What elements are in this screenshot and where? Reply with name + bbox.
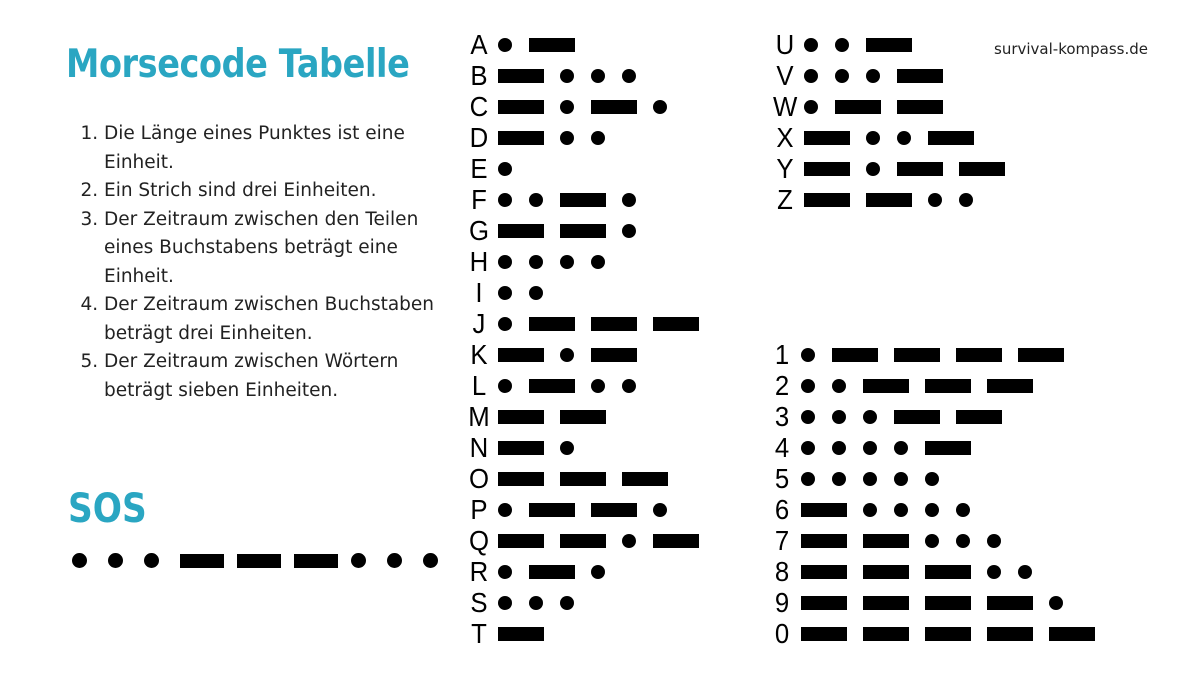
morse-code	[498, 215, 653, 246]
morse-dash	[591, 348, 637, 362]
morse-dot	[560, 348, 574, 362]
morse-row-3	[769, 401, 1018, 432]
morse-row-q	[466, 525, 715, 556]
morse-dot	[925, 472, 939, 486]
morse-dot	[498, 255, 512, 269]
morse-dot	[832, 410, 846, 424]
morse-char: I	[475, 277, 483, 308]
morse-dot	[560, 255, 574, 269]
morse-dot	[622, 534, 636, 548]
morse-char: R	[469, 556, 489, 587]
morse-row-8	[769, 556, 1049, 587]
morse-dash	[529, 503, 575, 517]
morse-row-0	[769, 618, 1111, 649]
morse-row-z	[772, 184, 990, 215]
morse-dash	[237, 554, 281, 568]
morse-dot	[1018, 565, 1032, 579]
morse-dash	[925, 441, 971, 455]
morse-dash	[591, 503, 637, 517]
morse-char: 0	[774, 618, 790, 649]
morse-dot	[801, 472, 815, 486]
morse-dash	[863, 379, 909, 393]
morse-dot	[498, 38, 512, 52]
morse-dot	[560, 441, 574, 455]
morse-char: 5	[774, 463, 790, 494]
morse-dot	[832, 472, 846, 486]
morse-dot	[423, 553, 438, 568]
morse-code	[801, 556, 1049, 587]
morse-code	[498, 401, 622, 432]
morse-dot	[894, 503, 908, 517]
morse-dot	[959, 193, 973, 207]
morse-dash	[804, 162, 850, 176]
morse-row-f	[466, 184, 653, 215]
morse-dot	[108, 553, 123, 568]
morse-dash	[863, 565, 909, 579]
morse-dot	[832, 441, 846, 455]
morse-row-r	[466, 556, 622, 587]
morse-dash	[560, 193, 606, 207]
morse-dot	[622, 224, 636, 238]
morse-char: N	[469, 432, 489, 463]
morse-dot	[866, 162, 880, 176]
morse-dot	[144, 553, 159, 568]
morse-code	[804, 29, 928, 60]
morse-dot	[498, 193, 512, 207]
morse-code	[801, 339, 1080, 370]
morse-code	[498, 556, 622, 587]
morse-dot	[653, 503, 667, 517]
morse-code	[498, 277, 560, 308]
morse-dot	[894, 441, 908, 455]
morse-code	[498, 153, 529, 184]
morse-dot	[863, 472, 877, 486]
morse-char: G	[468, 215, 490, 246]
morse-dash	[987, 379, 1033, 393]
morse-dash	[863, 627, 909, 641]
morse-dash	[897, 100, 943, 114]
morse-char: 3	[774, 401, 790, 432]
morse-dash	[863, 534, 909, 548]
morse-dash	[560, 534, 606, 548]
morse-dot	[863, 503, 877, 517]
morse-char: 6	[774, 494, 790, 525]
morse-dash	[591, 317, 637, 331]
morse-dot	[498, 317, 512, 331]
morse-dash	[866, 193, 912, 207]
morse-dot	[956, 534, 970, 548]
morse-row-j	[466, 308, 715, 339]
morse-dot	[866, 131, 880, 145]
morse-dot	[622, 193, 636, 207]
morse-code	[801, 370, 1049, 401]
morse-code	[498, 29, 591, 60]
morse-code	[801, 587, 1080, 618]
morse-row-i	[466, 277, 560, 308]
morse-dot	[801, 441, 815, 455]
morse-row-5	[769, 463, 956, 494]
morse-dot	[622, 69, 636, 83]
morse-dot	[529, 596, 543, 610]
morse-char: 9	[774, 587, 790, 618]
morse-dot	[925, 503, 939, 517]
morse-row-n	[466, 432, 591, 463]
morse-dash	[801, 627, 847, 641]
morse-dot	[987, 565, 1001, 579]
morse-dash	[925, 627, 971, 641]
morse-row-1	[769, 339, 1080, 370]
morse-dot	[591, 131, 605, 145]
morse-dash	[987, 596, 1033, 610]
morse-code	[498, 525, 715, 556]
morse-dot	[529, 193, 543, 207]
morse-row-9	[769, 587, 1080, 618]
morse-dot	[832, 379, 846, 393]
morse-code	[498, 339, 653, 370]
morse-row-k	[466, 339, 653, 370]
morse-char: J	[472, 308, 486, 339]
morse-dash	[835, 100, 881, 114]
morse-row-6	[769, 494, 987, 525]
morse-code	[498, 60, 653, 91]
morse-dash	[560, 410, 606, 424]
morse-dash	[804, 131, 850, 145]
morse-row-h	[466, 246, 622, 277]
morse-char: Q	[468, 525, 490, 556]
morse-dash	[863, 596, 909, 610]
morse-code	[498, 308, 715, 339]
morse-char: X	[776, 122, 794, 153]
morse-dash	[925, 596, 971, 610]
morse-dash	[1049, 627, 1095, 641]
morse-code	[498, 618, 560, 649]
morse-dot	[894, 472, 908, 486]
morse-row-t	[466, 618, 560, 649]
morse-dot	[498, 162, 512, 176]
morse-row-w	[772, 91, 959, 122]
morse-code	[498, 494, 684, 525]
morse-char: Y	[776, 153, 794, 184]
morse-char: 7	[774, 525, 790, 556]
morse-char: C	[469, 91, 489, 122]
morse-dot	[591, 379, 605, 393]
morse-dash	[801, 534, 847, 548]
morse-row-4	[769, 432, 987, 463]
morse-row-g	[466, 215, 653, 246]
page-title: Morsecode Tabelle	[66, 42, 410, 87]
morse-dash	[897, 69, 943, 83]
morse-char: U	[775, 29, 795, 60]
morse-code	[801, 463, 956, 494]
morse-code	[498, 184, 653, 215]
morse-code	[801, 432, 987, 463]
morse-dot	[560, 100, 574, 114]
morse-dash	[894, 348, 940, 362]
morse-row-7	[769, 525, 1018, 556]
morse-dot	[529, 286, 543, 300]
morse-dot	[498, 596, 512, 610]
morse-dot	[987, 534, 1001, 548]
morse-code	[804, 60, 959, 91]
morse-code	[498, 587, 591, 618]
morse-char: E	[470, 153, 488, 184]
morse-dash	[801, 503, 847, 517]
morse-row-p	[466, 494, 684, 525]
morse-dash	[804, 193, 850, 207]
rule-item: 3. Der Zeitraum zwischen den Teilen eines Buchstabens beträgt eine Einheit.	[104, 206, 464, 292]
morse-row-y	[772, 153, 1021, 184]
morse-char: P	[470, 494, 488, 525]
morse-code	[498, 91, 684, 122]
morse-dot	[72, 553, 87, 568]
morse-row-l	[466, 370, 653, 401]
morse-row-u	[772, 29, 928, 60]
morse-dot	[653, 100, 667, 114]
morse-code	[801, 525, 1018, 556]
morse-dash	[866, 38, 912, 52]
morse-dash	[653, 317, 699, 331]
morse-dot	[560, 131, 574, 145]
morse-dot	[560, 596, 574, 610]
morse-char: K	[470, 339, 488, 370]
morse-code	[804, 91, 959, 122]
morse-dash	[801, 596, 847, 610]
morse-dash	[959, 162, 1005, 176]
morse-dot	[591, 565, 605, 579]
morse-dash	[529, 565, 575, 579]
morse-char: M	[468, 401, 490, 432]
morse-char: O	[468, 463, 490, 494]
morse-row-x	[772, 122, 990, 153]
morse-dot	[804, 69, 818, 83]
morse-dot	[863, 410, 877, 424]
rules-list	[80, 120, 464, 405]
morse-dash	[180, 554, 224, 568]
morse-dot	[866, 69, 880, 83]
morse-dot	[835, 69, 849, 83]
site-url: survival-kompass.de	[994, 40, 1148, 58]
morse-dot	[498, 286, 512, 300]
rule-item: 4. Der Zeitraum zwischen Buchstaben beträgt drei Einheiten.	[104, 291, 464, 348]
morse-dot	[835, 38, 849, 52]
morse-dash	[498, 534, 544, 548]
morse-dot	[956, 503, 970, 517]
morse-code	[498, 246, 622, 277]
morse-dot	[801, 348, 815, 362]
morse-row-v	[772, 60, 959, 91]
morse-dash	[498, 627, 544, 641]
morse-char: 8	[774, 556, 790, 587]
morse-row-a	[466, 29, 591, 60]
morse-dash	[560, 224, 606, 238]
morse-dash	[498, 100, 544, 114]
morse-dash	[832, 348, 878, 362]
morse-dot	[804, 38, 818, 52]
morse-dot	[1049, 596, 1063, 610]
morse-char: 2	[774, 370, 790, 401]
morse-code	[801, 494, 987, 525]
morse-dot	[863, 441, 877, 455]
morse-code	[498, 463, 684, 494]
morse-row-m	[466, 401, 622, 432]
rule-item: 5. Der Zeitraum zwischen Wörtern beträgt sieben Einheiten.	[104, 348, 464, 405]
morse-code	[804, 184, 990, 215]
morse-row-o	[466, 463, 684, 494]
morse-char: F	[471, 184, 487, 215]
morse-char: W	[773, 91, 798, 122]
morse-dot	[387, 553, 402, 568]
morse-code	[498, 370, 653, 401]
morse-char: B	[470, 60, 488, 91]
morse-dot	[897, 131, 911, 145]
morse-dot	[591, 255, 605, 269]
rule-item: 1. Die Länge eines Punktes ist eine Einheit.	[104, 120, 464, 177]
morse-dot	[351, 553, 366, 568]
morse-dot	[928, 193, 942, 207]
morse-dot	[801, 379, 815, 393]
morse-dash	[925, 565, 971, 579]
morse-dot	[498, 503, 512, 517]
morse-char: S	[470, 587, 488, 618]
morse-row-c	[466, 91, 684, 122]
morse-code	[801, 401, 1018, 432]
morse-char: L	[471, 370, 487, 401]
morse-code	[498, 432, 591, 463]
morse-code	[498, 122, 622, 153]
rule-item: 2. Ein Strich sind drei Einheiten.	[104, 177, 464, 206]
morse-dash	[498, 131, 544, 145]
morse-dash	[529, 379, 575, 393]
morse-dash	[987, 627, 1033, 641]
morse-dot	[498, 379, 512, 393]
morse-dash	[622, 472, 668, 486]
morse-char: T	[471, 618, 487, 649]
morse-dash	[294, 554, 338, 568]
morse-dash	[498, 472, 544, 486]
morse-char: 4	[774, 432, 790, 463]
morse-dash	[897, 162, 943, 176]
morse-dot	[804, 100, 818, 114]
morse-row-2	[769, 370, 1049, 401]
morse-dot	[591, 69, 605, 83]
morse-char: H	[469, 246, 489, 277]
morse-dot	[925, 534, 939, 548]
morse-dash	[498, 348, 544, 362]
morse-row-d	[466, 122, 622, 153]
morse-dash	[956, 348, 1002, 362]
morse-dot	[801, 410, 815, 424]
morse-char: D	[469, 122, 489, 153]
morse-dot	[498, 565, 512, 579]
morse-dash	[498, 224, 544, 238]
sos-title: SOS	[68, 486, 147, 532]
morse-dash	[956, 410, 1002, 424]
morse-dot	[560, 69, 574, 83]
morse-dash	[498, 69, 544, 83]
morse-char: 1	[774, 339, 790, 370]
morse-char: A	[470, 29, 488, 60]
morse-code	[804, 122, 990, 153]
morse-code	[801, 618, 1111, 649]
morse-dash	[560, 472, 606, 486]
morse-dash	[498, 441, 544, 455]
morse-code	[804, 153, 1021, 184]
morse-char: V	[776, 60, 794, 91]
morse-dash	[1018, 348, 1064, 362]
morse-dot	[622, 379, 636, 393]
morse-dash	[928, 131, 974, 145]
morse-dash	[498, 410, 544, 424]
morse-row-e	[466, 153, 529, 184]
morse-row-b	[466, 60, 653, 91]
morse-dash	[925, 379, 971, 393]
morse-dash	[801, 565, 847, 579]
morse-dash	[529, 317, 575, 331]
morse-dash	[894, 410, 940, 424]
morse-dash	[529, 38, 575, 52]
sos-morse-code	[72, 545, 459, 576]
morse-dash	[591, 100, 637, 114]
morse-row-s	[466, 587, 591, 618]
morse-char: Z	[777, 184, 793, 215]
morse-dash	[653, 534, 699, 548]
morse-dot	[529, 255, 543, 269]
